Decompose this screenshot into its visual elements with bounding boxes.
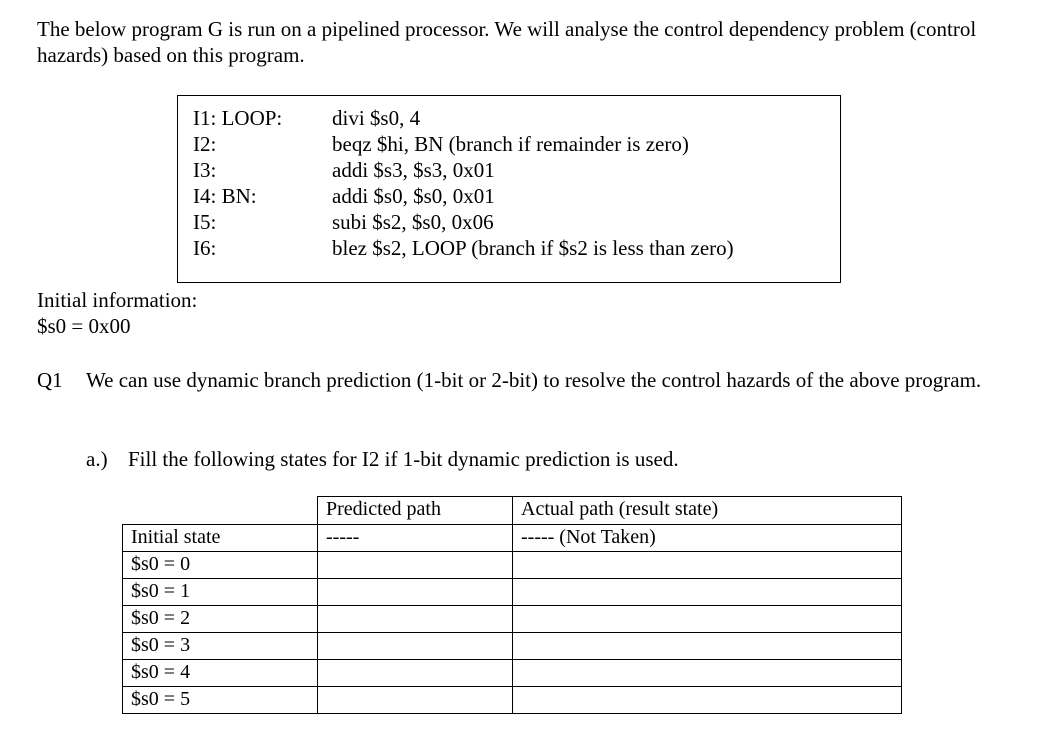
instruction-text: addi $s0, $s0, 0x01 xyxy=(332,184,495,208)
actual-cell[interactable] xyxy=(513,687,902,714)
instruction-label: I4: BN: xyxy=(193,184,257,208)
prediction-table xyxy=(122,496,902,714)
state-cell: $s0 = 0 xyxy=(123,552,318,579)
instruction-text: subi $s2, $s0, 0x06 xyxy=(332,210,494,234)
predicted-cell[interactable] xyxy=(318,552,513,579)
program-line xyxy=(178,157,840,183)
state-cell: $s0 = 4 xyxy=(123,660,318,687)
table-header-row xyxy=(123,497,902,525)
instruction-label: I3: xyxy=(193,158,217,182)
instruction-label: I2: xyxy=(193,132,217,156)
actual-path-header: Actual path (result state) xyxy=(513,497,902,525)
intro-paragraph: The below program G is run on a pipelined processor. We will analyse the control dependency problem (control hazards) based on this program. xyxy=(37,17,977,67)
question-number: Q1 xyxy=(37,368,63,392)
table-row xyxy=(123,552,902,579)
state-cell: $s0 = 1 xyxy=(123,579,318,606)
state-cell: $s0 = 3 xyxy=(123,633,318,660)
state-cell: $s0 = 5 xyxy=(123,687,318,714)
program-line xyxy=(178,183,840,209)
program-line xyxy=(178,235,840,261)
instruction-text: addi $s3, $s3, 0x01 xyxy=(332,158,495,182)
predicted-cell[interactable] xyxy=(318,579,513,606)
program-line xyxy=(178,131,840,157)
instruction-label: I1: LOOP: xyxy=(193,106,283,130)
question-part-text: Fill the following states for I2 if 1-bit dynamic prediction is used. xyxy=(128,447,679,471)
actual-cell[interactable] xyxy=(513,660,902,687)
initial-info-heading: Initial information: xyxy=(37,288,198,312)
table-row xyxy=(123,579,902,606)
table-row xyxy=(123,660,902,687)
actual-cell[interactable] xyxy=(513,606,902,633)
table-row xyxy=(123,525,902,552)
state-cell: $s0 = 2 xyxy=(123,606,318,633)
program-line xyxy=(178,209,840,235)
instruction-text: divi $s0, 4 xyxy=(332,106,421,130)
predicted-cell[interactable]: ----- xyxy=(318,525,513,552)
initial-info-value: $s0 = 0x00 xyxy=(37,314,131,338)
table-header-empty xyxy=(123,497,318,525)
actual-cell[interactable] xyxy=(513,552,902,579)
actual-cell[interactable] xyxy=(513,579,902,606)
table-row xyxy=(123,606,902,633)
program-line xyxy=(178,105,840,131)
actual-cell[interactable] xyxy=(513,633,902,660)
question-part-label: a.) xyxy=(86,447,108,471)
instruction-text: beqz $hi, BN (branch if remainder is zero) xyxy=(332,132,689,156)
predicted-cell[interactable] xyxy=(318,606,513,633)
predicted-cell[interactable] xyxy=(318,687,513,714)
predicted-path-header: Predicted path xyxy=(318,497,513,525)
predicted-cell[interactable] xyxy=(318,660,513,687)
instruction-text: blez $s2, LOOP (branch if $s2 is less than zero) xyxy=(332,236,734,260)
instruction-label: I5: xyxy=(193,210,217,234)
actual-cell[interactable]: ----- (Not Taken) xyxy=(513,525,902,552)
instruction-label: I6: xyxy=(193,236,217,260)
program-listing xyxy=(177,95,841,283)
question-text: We can use dynamic branch prediction (1-bit or 2-bit) to resolve the control hazards of the above program. xyxy=(86,368,982,392)
state-cell: Initial state xyxy=(123,525,318,552)
predicted-cell[interactable] xyxy=(318,633,513,660)
table-row xyxy=(123,687,902,714)
table-row xyxy=(123,633,902,660)
